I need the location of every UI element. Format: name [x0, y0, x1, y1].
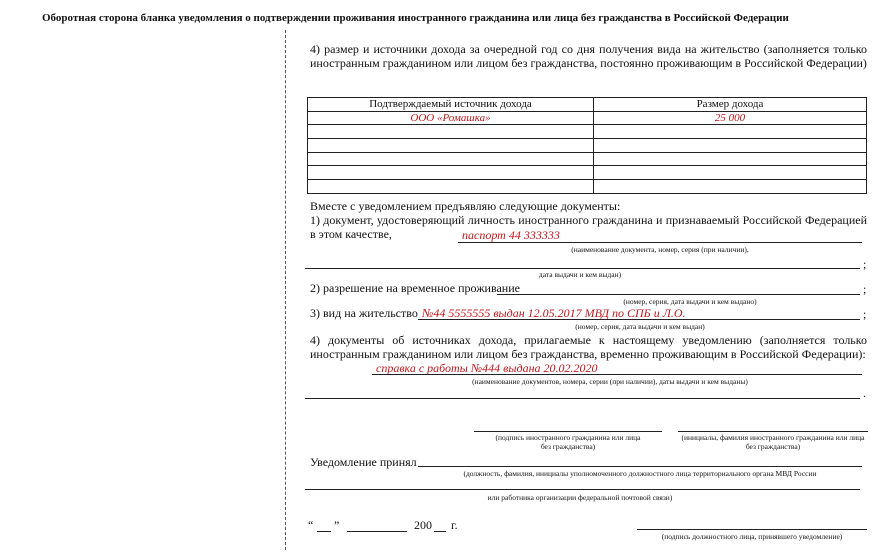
item-2-hint: (номер, серия, дата выдачи и кем выдано)	[623, 297, 757, 306]
date-suffix: г.	[451, 518, 458, 532]
item-3-label: 3) вид на жительство	[310, 306, 418, 320]
item-3-hint: (номер, серия, дата выдачи и кем выдан)	[575, 322, 705, 331]
item-4-underline	[372, 374, 862, 375]
item-1-hint-1: (наименование документа, номер, серия (при наличии),	[571, 245, 749, 254]
item-4-period: .	[863, 386, 866, 400]
cut-line	[285, 30, 286, 550]
section-4-text: 4) размер и источники дохода за очередной год со дня получения вида на жительство (заполняется только иностранным гражданином или лицом без гражданства, постоянно проживающим в Российской Федерации)	[310, 42, 867, 70]
income-table	[307, 97, 867, 194]
accepted-label: Уведомление принял	[310, 455, 417, 469]
applicant-signature-hint: (подпись иностранного гражданина или лица без гражданства)	[495, 433, 641, 451]
table-cell-source[interactable]	[308, 180, 594, 194]
date-open-quote: “	[308, 518, 314, 532]
table-cell-amount[interactable]	[594, 139, 867, 153]
table-cell-amount[interactable]	[594, 166, 867, 180]
documents-intro: Вместе с уведомлением предъявляю следующие документы:	[310, 199, 621, 213]
item-4-text: 4) документы об источниках дохода, прилагаемые к настоящему уведомлению (заполняется только иностранным гражданином или лицом без гражданства, временно проживающим в Российской Федерации):	[310, 333, 867, 361]
date-month-line[interactable]	[347, 531, 407, 532]
item-1-hint-2: дата выдачи и кем выдан)	[538, 270, 622, 279]
table-row	[308, 152, 867, 166]
passport-value[interactable]: паспорт 44 333333	[462, 228, 560, 242]
item-1-text: 1) документ, удостоверяющий личность иностранного гражданина и признаваемый Российской Федерацией в этом качестве,	[310, 213, 867, 241]
item-2-label: 2) разрешение на временное проживание	[310, 281, 520, 295]
table-cell-amount[interactable]	[594, 152, 867, 166]
official-line[interactable]	[418, 466, 862, 467]
official-hint: (должность, фамилия, инициалы уполномоченного должностного лица территориального органа МВД России	[463, 469, 817, 478]
item-3-semicolon: ;	[863, 307, 867, 321]
official-signature-hint: (подпись должностного лица, принявшего уведомление)	[661, 532, 843, 541]
item-2-underline[interactable]	[497, 294, 860, 295]
table-header-source: Подтверждаемый источник дохода	[308, 98, 594, 112]
table-cell-source[interactable]: ООО «Ромашка»	[308, 111, 594, 125]
table-header-row	[308, 98, 867, 112]
table-cell-amount[interactable]	[594, 125, 867, 139]
passport-underline	[458, 242, 862, 243]
table-header-amount: Размер дохода	[594, 98, 867, 112]
table-row	[308, 166, 867, 180]
item-4-line-2	[305, 398, 860, 399]
item-4-hint: (наименование документов, номера, серии (при наличии), даты выдачи и кем выданы)	[472, 377, 748, 386]
postal-hint: или работника организации федеральной почтовой связи)	[487, 493, 673, 502]
applicant-signature-line[interactable]	[474, 431, 662, 432]
item-2-semicolon: ;	[863, 282, 867, 296]
date-year-line[interactable]	[434, 531, 446, 532]
table-cell-source[interactable]	[308, 166, 594, 180]
table-row	[308, 180, 867, 194]
date-close-quote: ”	[334, 518, 340, 532]
table-cell-source[interactable]	[308, 152, 594, 166]
table-cell-amount[interactable]	[594, 180, 867, 194]
item-1-semicolon: ;	[863, 257, 867, 271]
item-1-line-2	[305, 268, 860, 269]
applicant-name-hint: (инициалы, фамилия иностранного гражданина или лица без гражданства)	[681, 433, 865, 451]
applicant-name-line[interactable]	[678, 431, 868, 432]
residence-permit-value[interactable]: №44 5555555 выдан 12.05.2017 МВД по СПБ и Л.О.	[422, 306, 686, 320]
official-signature-line[interactable]	[637, 529, 867, 530]
table-row	[308, 125, 867, 139]
table-cell-amount[interactable]: 25 000	[594, 111, 867, 125]
item-3-underline	[418, 319, 860, 320]
page-title: Оборотная сторона бланка уведомления о подтверждении проживания иностранного гражданина или лица без гражданства в Российской Федерации	[42, 12, 789, 24]
postal-line[interactable]	[305, 489, 860, 490]
table-row	[308, 111, 867, 125]
table-row	[308, 139, 867, 153]
table-cell-source[interactable]	[308, 125, 594, 139]
date-year-prefix: 200	[414, 518, 432, 532]
date-day-line[interactable]	[317, 531, 331, 532]
table-cell-source[interactable]	[308, 139, 594, 153]
income-documents-value[interactable]: справка с работы №444 выдана 20.02.2020	[376, 361, 598, 375]
